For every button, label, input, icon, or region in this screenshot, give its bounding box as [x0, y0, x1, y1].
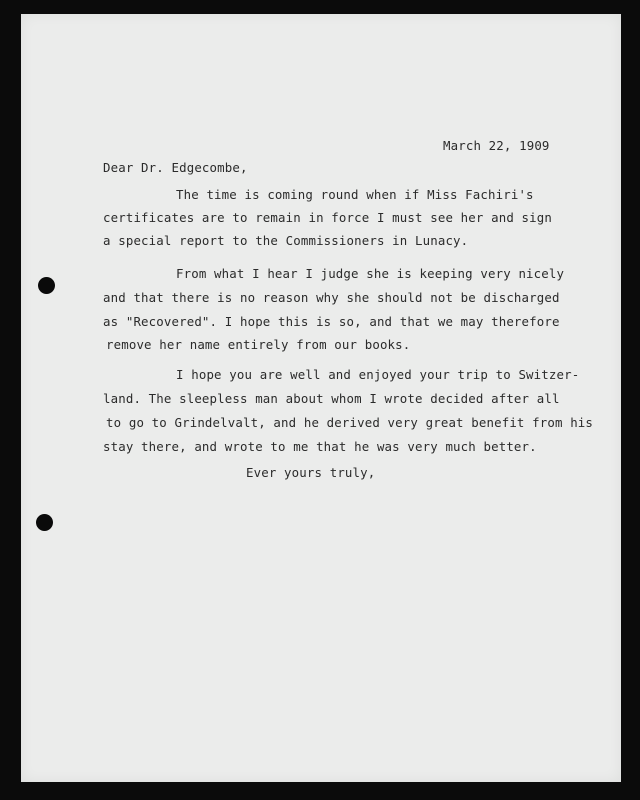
body-line: I hope you are well and enjoyed your trip to Switzer-: [176, 367, 580, 382]
letter-closing: Ever yours truly,: [246, 465, 376, 480]
body-line: land. The sleepless man about whom I wrote decided after all: [103, 391, 560, 406]
punch-hole-bottom: [36, 514, 53, 531]
letter-salutation: Dear Dr. Edgecombe,: [103, 160, 248, 175]
body-line: certificates are to remain in force I must see her and sign: [103, 210, 552, 225]
body-line: to go to Grindelvalt, and he derived very great benefit from his: [106, 415, 594, 430]
body-line: as "Recovered". I hope this is so, and that we may therefore: [103, 314, 560, 329]
body-line: The time is coming round when if Miss Fachiri's: [176, 187, 534, 202]
body-line: stay there, and wrote to me that he was very much better.: [103, 439, 537, 454]
body-line: remove her name entirely from our books.: [106, 337, 411, 352]
letter-date: March 22, 1909: [443, 138, 550, 153]
body-line: From what I hear I judge she is keeping very nicely: [176, 266, 565, 281]
punch-hole-top: [38, 277, 55, 294]
body-line: a special report to the Commissioners in Lunacy.: [103, 233, 469, 248]
body-line: and that there is no reason why she should not be discharged: [103, 290, 560, 305]
